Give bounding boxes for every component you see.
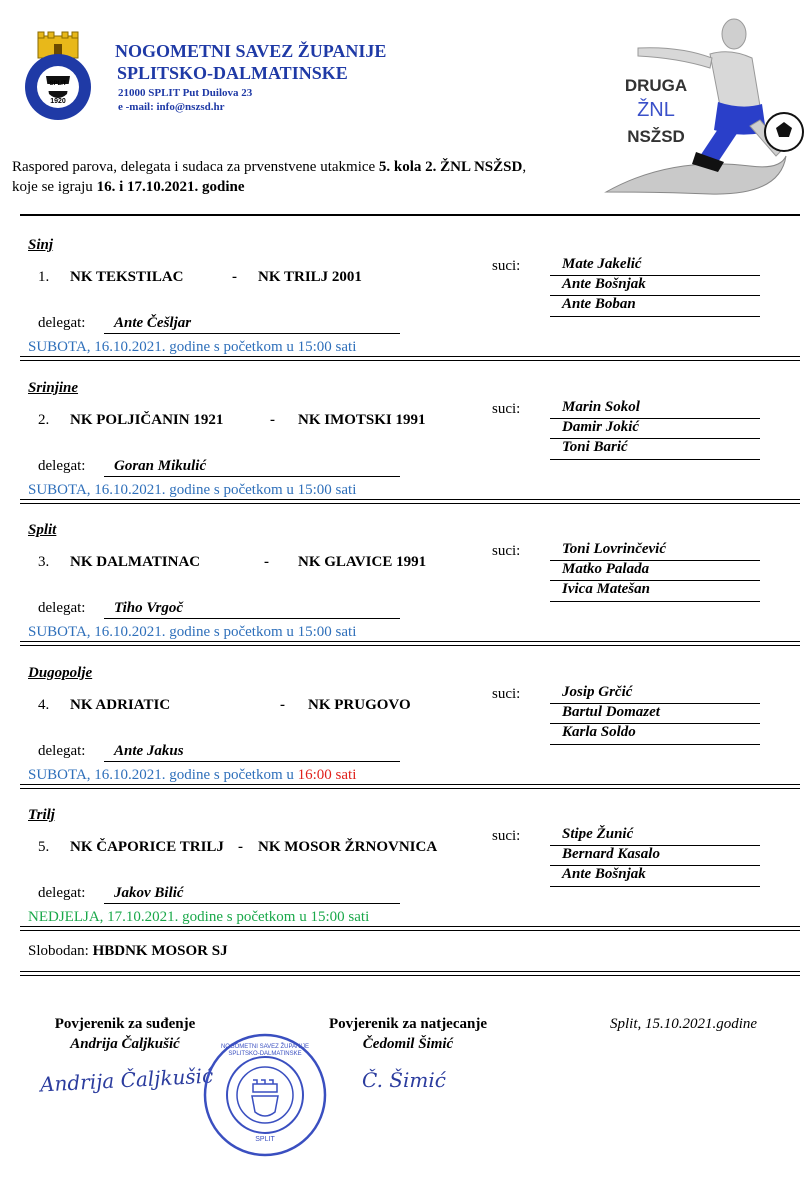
away-team: NK PRUGOVO bbox=[308, 696, 411, 713]
delegate-name: Ante Češljar bbox=[114, 315, 192, 331]
free-rule-1 bbox=[20, 971, 800, 972]
badge-line3: NSŽSD bbox=[627, 127, 685, 146]
delegate-name: Jakov Bilić bbox=[114, 885, 184, 901]
match-rule-1 bbox=[20, 356, 800, 357]
team-separator: - bbox=[232, 269, 237, 285]
kickoff-info bbox=[28, 339, 356, 356]
free-team bbox=[28, 943, 228, 960]
kickoff-info bbox=[28, 909, 369, 926]
org-email: e -mail: info@nszsd.hr bbox=[118, 101, 225, 113]
referee-assistant-2: Ivica Matešan bbox=[562, 581, 650, 597]
match-number: 3. bbox=[38, 554, 50, 570]
match-rule-2 bbox=[20, 645, 800, 646]
referee-line bbox=[550, 886, 760, 887]
competition-commissioner-signature: Č. Šimić bbox=[362, 1068, 446, 1092]
referee-main: Toni Lovrinčević bbox=[562, 541, 667, 557]
away-team: NK IMOTSKI 1991 bbox=[298, 411, 426, 428]
match-number: 4. bbox=[38, 696, 50, 713]
referee-assistant-1: Bernard Kasalo bbox=[562, 846, 660, 862]
association-logo bbox=[18, 30, 98, 122]
referee-assistant-2: Ante Boban bbox=[562, 296, 636, 312]
delegate-name: Tiho Vrgoč bbox=[114, 600, 184, 616]
organization-name bbox=[115, 40, 386, 84]
intro-text bbox=[12, 157, 612, 197]
kickoff-suffix: sati bbox=[344, 909, 370, 925]
delegate-label: delegat: bbox=[38, 742, 86, 759]
home-team: NK ADRIATIC bbox=[70, 696, 171, 713]
kickoff-date: SUBOTA, 16.10.2021. godine s početkom u bbox=[28, 624, 298, 640]
home-team: NK DALMATINAC bbox=[70, 554, 201, 570]
free-label: Slobodan: bbox=[28, 943, 93, 959]
official-stamp bbox=[202, 1032, 328, 1158]
kickoff-suffix: sati bbox=[331, 624, 357, 640]
kickoff-info bbox=[28, 482, 356, 499]
free-team-name: HBDNK MOSOR SJ bbox=[92, 943, 228, 959]
logo-year: 1920 bbox=[50, 98, 66, 105]
venue-name: Dugopolje bbox=[28, 664, 93, 681]
delegate-label: delegat: bbox=[38, 457, 86, 474]
kickoff-date: SUBOTA, 16.10.2021. godine s početkom u bbox=[28, 481, 298, 498]
free-rule-2 bbox=[20, 975, 800, 976]
referee-commissioner-signature: Andrija Čaljkušić bbox=[39, 1063, 214, 1097]
home-team: NK TEKSTILAC bbox=[70, 269, 184, 285]
referee-main: Stipe Žunić bbox=[562, 826, 634, 842]
venue-name: Sinj bbox=[28, 237, 54, 253]
kickoff-time: 15:00 bbox=[297, 339, 332, 355]
place-date: Split, 15.10.2021.godine bbox=[610, 1016, 758, 1032]
kickoff-date: SUBOTA, 16.10.2021. godine s početkom u bbox=[28, 766, 298, 783]
match-number: 1. bbox=[38, 269, 50, 285]
match-rule-2 bbox=[20, 360, 800, 361]
org-address: 21000 SPLIT Put Duilova 23 bbox=[118, 87, 253, 99]
team-separator: - bbox=[280, 696, 285, 713]
team-separator: - bbox=[270, 411, 275, 428]
referee-line bbox=[550, 316, 760, 317]
away-team: NK MOSOR ŽRNOVNICA bbox=[258, 839, 438, 855]
delegate-line bbox=[104, 476, 400, 477]
referees-label: suci: bbox=[492, 543, 521, 559]
match-rule-1 bbox=[20, 784, 800, 785]
referee-line bbox=[550, 459, 760, 460]
kickoff-time: 15:00 bbox=[297, 481, 332, 498]
delegate-name: Goran Mikulić bbox=[114, 457, 207, 474]
referee-commissioner-name: Andrija Čaljkušić bbox=[70, 1036, 180, 1052]
stamp-city: SPLIT bbox=[255, 1136, 275, 1143]
home-team: NK ČAPORICE TRILJ bbox=[70, 839, 224, 855]
match-rule-2 bbox=[20, 788, 800, 789]
badge-line2: ŽNL bbox=[637, 99, 675, 121]
delegate-label: delegat: bbox=[38, 315, 86, 331]
venue-name: Trilj bbox=[28, 807, 55, 823]
intro-line1: Raspored parova, delegata i sudaca za prvenstvene utakmice 5. kola 2. ŽNL NSŽSD, bbox=[12, 159, 527, 175]
kickoff-info bbox=[28, 624, 356, 641]
delegate-label: delegat: bbox=[38, 885, 86, 901]
competition-commissioner-name: Čedomil Šimić bbox=[362, 1036, 454, 1052]
away-team: NK GLAVICE 1991 bbox=[298, 554, 427, 570]
org-name-line2: SPLITSKO-DALMATINSKE bbox=[117, 63, 348, 83]
referee-commissioner-title: Povjerenik za suđenje bbox=[54, 1016, 196, 1032]
kickoff-date: NEDJELJA, 17.10.2021. godine s početkom u bbox=[28, 909, 311, 925]
kickoff-date: SUBOTA, 16.10.2021. godine s početkom u bbox=[28, 339, 298, 355]
delegate-name: Ante Jakus bbox=[114, 742, 184, 759]
kickoff-suffix: sati bbox=[331, 481, 357, 498]
referee-assistant-1: Bartul Domazet bbox=[562, 703, 660, 720]
referee-assistant-1: Matko Palada bbox=[562, 561, 650, 577]
delegate-label: delegat: bbox=[38, 600, 86, 616]
home-team: NK POLJIČANIN 1921 bbox=[70, 411, 224, 428]
referee-main: Josip Grčić bbox=[562, 683, 633, 700]
kickoff-time: 15:00 bbox=[310, 909, 345, 925]
badge-line1: DRUGA bbox=[624, 76, 688, 95]
kickoff-time: 15:00 bbox=[297, 624, 332, 640]
venue-name: Srinjine bbox=[28, 379, 79, 396]
delegate-line bbox=[104, 333, 400, 334]
delegate-line bbox=[104, 761, 400, 762]
league-badge bbox=[600, 6, 806, 212]
match-rule-1 bbox=[20, 499, 800, 500]
referee-assistant-1: Damir Jokić bbox=[562, 418, 640, 435]
stamp-text: NOGOMETNI SAVEZ ŽUPANIJE SPLITSKO-DALMATINSKE bbox=[220, 1044, 310, 1057]
kickoff-time: 16:00 bbox=[297, 766, 332, 783]
match-number: 5. bbox=[38, 839, 50, 855]
kickoff-info bbox=[28, 767, 356, 784]
referee-line bbox=[550, 744, 760, 745]
team-separator: - bbox=[264, 554, 269, 570]
competition-commissioner-title: Povjerenik za natjecanje bbox=[328, 1016, 487, 1032]
delegate-line bbox=[104, 618, 400, 619]
organization-contact bbox=[118, 86, 252, 114]
away-team: NK TRILJ 2001 bbox=[258, 269, 362, 285]
kickoff-suffix: sati bbox=[331, 766, 357, 783]
referees-label: suci: bbox=[492, 400, 521, 417]
referee-assistant-2: Karla Soldo bbox=[562, 723, 636, 740]
team-separator: - bbox=[238, 839, 243, 855]
match-rule-2 bbox=[20, 930, 800, 931]
referee-line bbox=[550, 601, 760, 602]
venue-name: Split bbox=[28, 522, 57, 538]
org-name-line1: NOGOMETNI SAVEZ ŽUPANIJE bbox=[115, 41, 387, 61]
referee-assistant-2: Ante Bošnjak bbox=[562, 866, 646, 882]
logo-city: SPLIT bbox=[49, 81, 67, 87]
delegate-line bbox=[104, 903, 400, 904]
referee-assistant-1: Ante Bošnjak bbox=[562, 276, 646, 292]
referee-main: Mate Jakelić bbox=[562, 256, 642, 272]
match-number: 2. bbox=[38, 411, 50, 428]
referees-label: suci: bbox=[492, 828, 521, 844]
referees-label: suci: bbox=[492, 685, 521, 702]
referees-label: suci: bbox=[492, 258, 521, 274]
top-rule bbox=[20, 214, 800, 216]
referee-main: Marin Sokol bbox=[562, 398, 640, 415]
match-rule-2 bbox=[20, 503, 800, 504]
intro-line2: koje se igraju 16. i 17.10.2021. godine bbox=[12, 179, 245, 195]
match-rule-1 bbox=[20, 641, 800, 642]
match-rule-1 bbox=[20, 926, 800, 927]
referee-assistant-2: Toni Barić bbox=[562, 438, 628, 455]
kickoff-suffix: sati bbox=[331, 339, 357, 355]
